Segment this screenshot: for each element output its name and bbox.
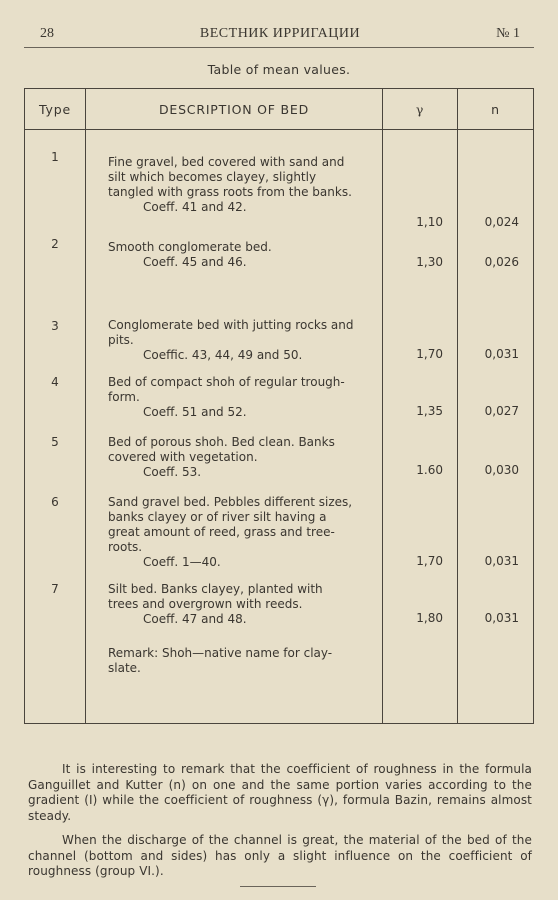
column-header-gamma: γ: [383, 89, 458, 130]
empty-cell: [383, 643, 458, 724]
bed-description: Silt bed. Banks clayey, planted with trees and overgrown with reeds.: [108, 582, 323, 611]
type-cell: 7: [25, 579, 86, 643]
type-cell: 5: [25, 426, 86, 486]
n-cell: 0,031: [458, 486, 534, 579]
n-cell: 0,030: [458, 426, 534, 486]
n-cell: 0,027: [458, 363, 534, 426]
table-caption: Table of mean values.: [207, 62, 351, 77]
table-row: [25, 363, 534, 426]
description-cell: [86, 486, 383, 579]
n-cell: 0,031: [458, 297, 534, 363]
mean-values-table: [24, 88, 534, 724]
bed-description: Sand gravel bed. Pebbles different sizes, banks clayey or of river silt having a great amount of reed, grass and tree-roots.: [108, 495, 353, 554]
table-row: [25, 230, 534, 297]
coeff-reference: Coeffic. 43, 44, 49 and 50.: [143, 348, 303, 362]
table-row: [25, 486, 534, 579]
description-cell: [86, 363, 383, 426]
description-cell: [86, 230, 383, 297]
gamma-cell: 1,70: [383, 297, 458, 363]
empty-cell: [458, 643, 534, 724]
page-number: 28: [40, 26, 54, 41]
gamma-cell: 1,80: [383, 579, 458, 643]
gamma-cell: 1,10: [383, 130, 458, 231]
coeff-reference: Coeff. 51 and 52.: [143, 405, 247, 419]
running-header: [40, 26, 520, 46]
coeff-reference: Coeff. 45 and 46.: [143, 255, 247, 269]
body-paragraph-2: When the discharge of the channel is great, the material of the bed of the channel (bottom and sides) has only a slight influence on the coefficient of roughness (group VI.).: [28, 833, 532, 878]
description-cell: [86, 579, 383, 643]
bed-description: Conglomerate bed with jutting rocks and pits.: [108, 318, 354, 347]
gamma-cell: 1.60: [383, 426, 458, 486]
table-row: [25, 579, 534, 643]
type-cell: 3: [25, 297, 86, 363]
table-row: [25, 297, 534, 363]
bed-description: Smooth conglomerate bed.: [108, 240, 272, 254]
journal-title: ВЕСТНИК ИРРИГАЦИИ: [199, 26, 361, 41]
body-paragraph-1: It is interesting to remark that the coefficient of roughness in the formula Ganguillet and Kutter (n) on one and the same portion varies according to the gradient (I) while the coefficient of roughness (γ), formula Bazin, remains almost steady.: [28, 762, 532, 823]
description-cell: [86, 297, 383, 363]
type-cell: 6: [25, 486, 86, 579]
type-cell: 4: [25, 363, 86, 426]
gamma-cell: 1,70: [383, 486, 458, 579]
coeff-reference: Coeff. 47 and 48.: [143, 612, 247, 626]
remark-cell: Remark: Shoh—native name for clay-slate.: [86, 643, 383, 724]
empty-cell: [25, 643, 86, 724]
coeff-reference: Coeff. 41 and 42.: [143, 200, 247, 214]
column-header-type: Type: [25, 89, 86, 130]
bed-description: Fine gravel, bed covered with sand and silt which becomes clayey, slightly tangled with grass roots from the banks.: [108, 155, 352, 199]
table-header-row: [25, 89, 534, 130]
header-rule: [24, 47, 534, 48]
n-cell: 0,024: [458, 130, 534, 231]
gamma-cell: 1,30: [383, 230, 458, 297]
type-cell: 1: [25, 130, 86, 231]
n-cell: 0,026: [458, 230, 534, 297]
issue-number: № 1: [496, 26, 520, 41]
column-header-description: DESCRIPTION OF BED: [86, 89, 383, 130]
gamma-cell: 1,35: [383, 363, 458, 426]
n-cell: 0,031: [458, 579, 534, 643]
column-header-n: n: [458, 89, 534, 130]
coeff-reference: Coeff. 53.: [143, 465, 202, 479]
description-cell: [86, 426, 383, 486]
bed-description: Bed of compact shoh of regular trough-form.: [108, 375, 345, 404]
bed-description: Bed of porous shoh. Bed clean. Banks covered with vegetation.: [108, 435, 335, 464]
coeff-reference: Coeff. 1—40.: [143, 555, 221, 569]
type-cell: 2: [25, 230, 86, 297]
table-row-remark: [25, 643, 534, 724]
description-cell: [86, 130, 383, 231]
table-row: [25, 130, 534, 231]
footer-rule: [240, 886, 316, 887]
table-row: [25, 426, 534, 486]
